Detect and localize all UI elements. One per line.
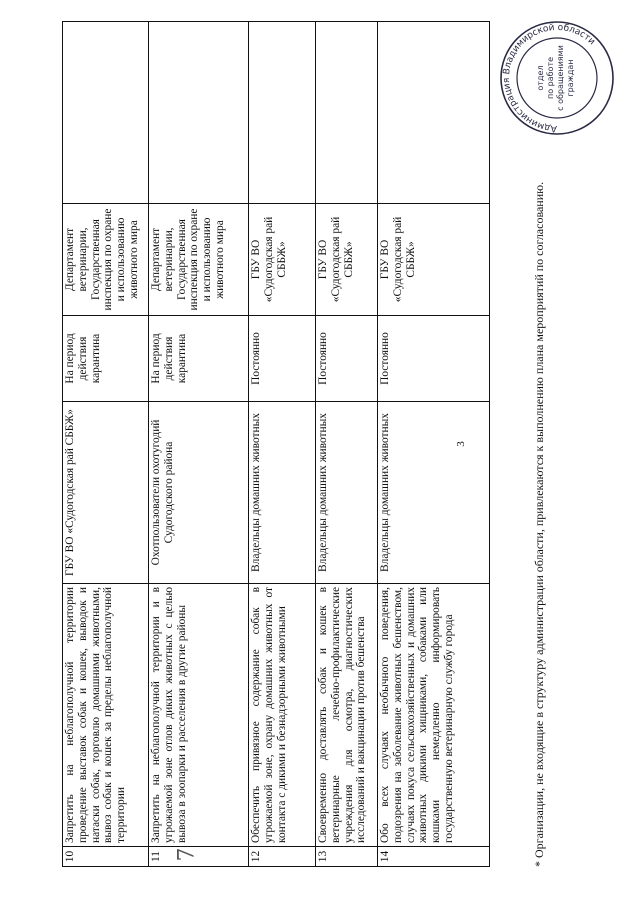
row-number: 12 <box>249 847 316 867</box>
row-number: 10 <box>63 847 149 867</box>
handwritten-mark: 7 <box>174 847 200 862</box>
row-control: ГБУ ВО «Судогодская рай СББЖ» <box>316 204 378 316</box>
table-row <box>249 22 316 867</box>
row-control: ГБУ ВО «Судогодская рай СББЖ» <box>249 204 316 316</box>
row-executor: Владельцы домашних животных <box>378 402 490 584</box>
row-extra-cell <box>378 22 490 204</box>
stamp-line: граждан <box>566 59 575 97</box>
table-row <box>378 22 490 867</box>
row-action: Запретить на неблагополучной территории и в угрожаемой зоне отлов диких животных с целью вывоза в зоопарки и расселения в другие районы <box>149 584 249 847</box>
measures-table <box>62 21 490 867</box>
row-executor: Охотпользователи охотугодий Судогодского района <box>149 402 249 584</box>
row-action: Обеспечить привязное содержание собак в угрожаемой зоне, охрану домашних животных от контакта с дикими и безнадзорными животными <box>249 584 316 847</box>
row-control: Департамент ветеринарии, Государственная инспекция по охране и использованию животного мира <box>63 204 149 316</box>
stamp-line: отдел <box>536 65 545 91</box>
row-control: ГБУ ВО «Судогодская рай СББЖ» <box>378 204 490 316</box>
row-term: Постоянно <box>316 316 378 402</box>
row-number: 13 <box>316 847 378 867</box>
table-row <box>63 22 149 867</box>
row-term: Постоянно <box>378 316 490 402</box>
row-control: Департамент ветеринарии, Государственная инспекция по охране и использованию животного мира <box>149 204 249 316</box>
page-number: 3 <box>454 441 467 447</box>
row-extra-cell <box>149 22 249 204</box>
stamp-line: по работе <box>546 56 555 100</box>
stamp-outer-text: Администрация Владимирской области <box>501 22 597 134</box>
row-extra-cell <box>63 22 149 204</box>
row-action: Своевременно доставлять собак и кошек в ветеринарные лечебно-профилактические учреждения для осмотра, диагностических исследований и вакцинации против бешенства <box>316 584 378 847</box>
row-executor: ГБУ ВО «Судогодская рай СББЖ» <box>63 402 149 584</box>
row-action: Запретить на неблагополучной территории проведение выставок собак и кошек, выводок и натаски собак, торговлю домашними животными, вывоз собак и кошек за пределы неблагополучной территории <box>63 584 149 847</box>
row-extra-cell <box>249 22 316 204</box>
footnote: * Организации, не входящие в структуру администрации области, привлекаются к выполнению плана мероприятий по согласованию. <box>532 181 546 867</box>
table-row <box>316 22 378 867</box>
row-executor: Владельцы домашних животных <box>316 402 378 584</box>
row-action: Обо всех случаях необычного поведения, подозрения на заболевание животных бешенством, случаях покуса сельскохозяйственных и домашних животных дикими хищниками, собаками или кошками немедленно информировать государственную ветеринарную службу города <box>378 584 490 847</box>
table-row <box>149 22 249 867</box>
round-stamp <box>498 19 616 137</box>
row-term: На период действия карантина <box>63 316 149 402</box>
row-term: На период действия карантина <box>149 316 249 402</box>
row-executor: Владельцы домашних животных <box>249 402 316 584</box>
row-extra-cell <box>316 22 378 204</box>
stamp-line: с обращениями <box>556 45 565 111</box>
row-number: 14 <box>378 847 490 867</box>
stamp-graphic <box>498 19 616 137</box>
row-number: 11 <box>149 847 249 867</box>
rotated-page-content <box>62 22 640 867</box>
row-term: Постоянно <box>249 316 316 402</box>
